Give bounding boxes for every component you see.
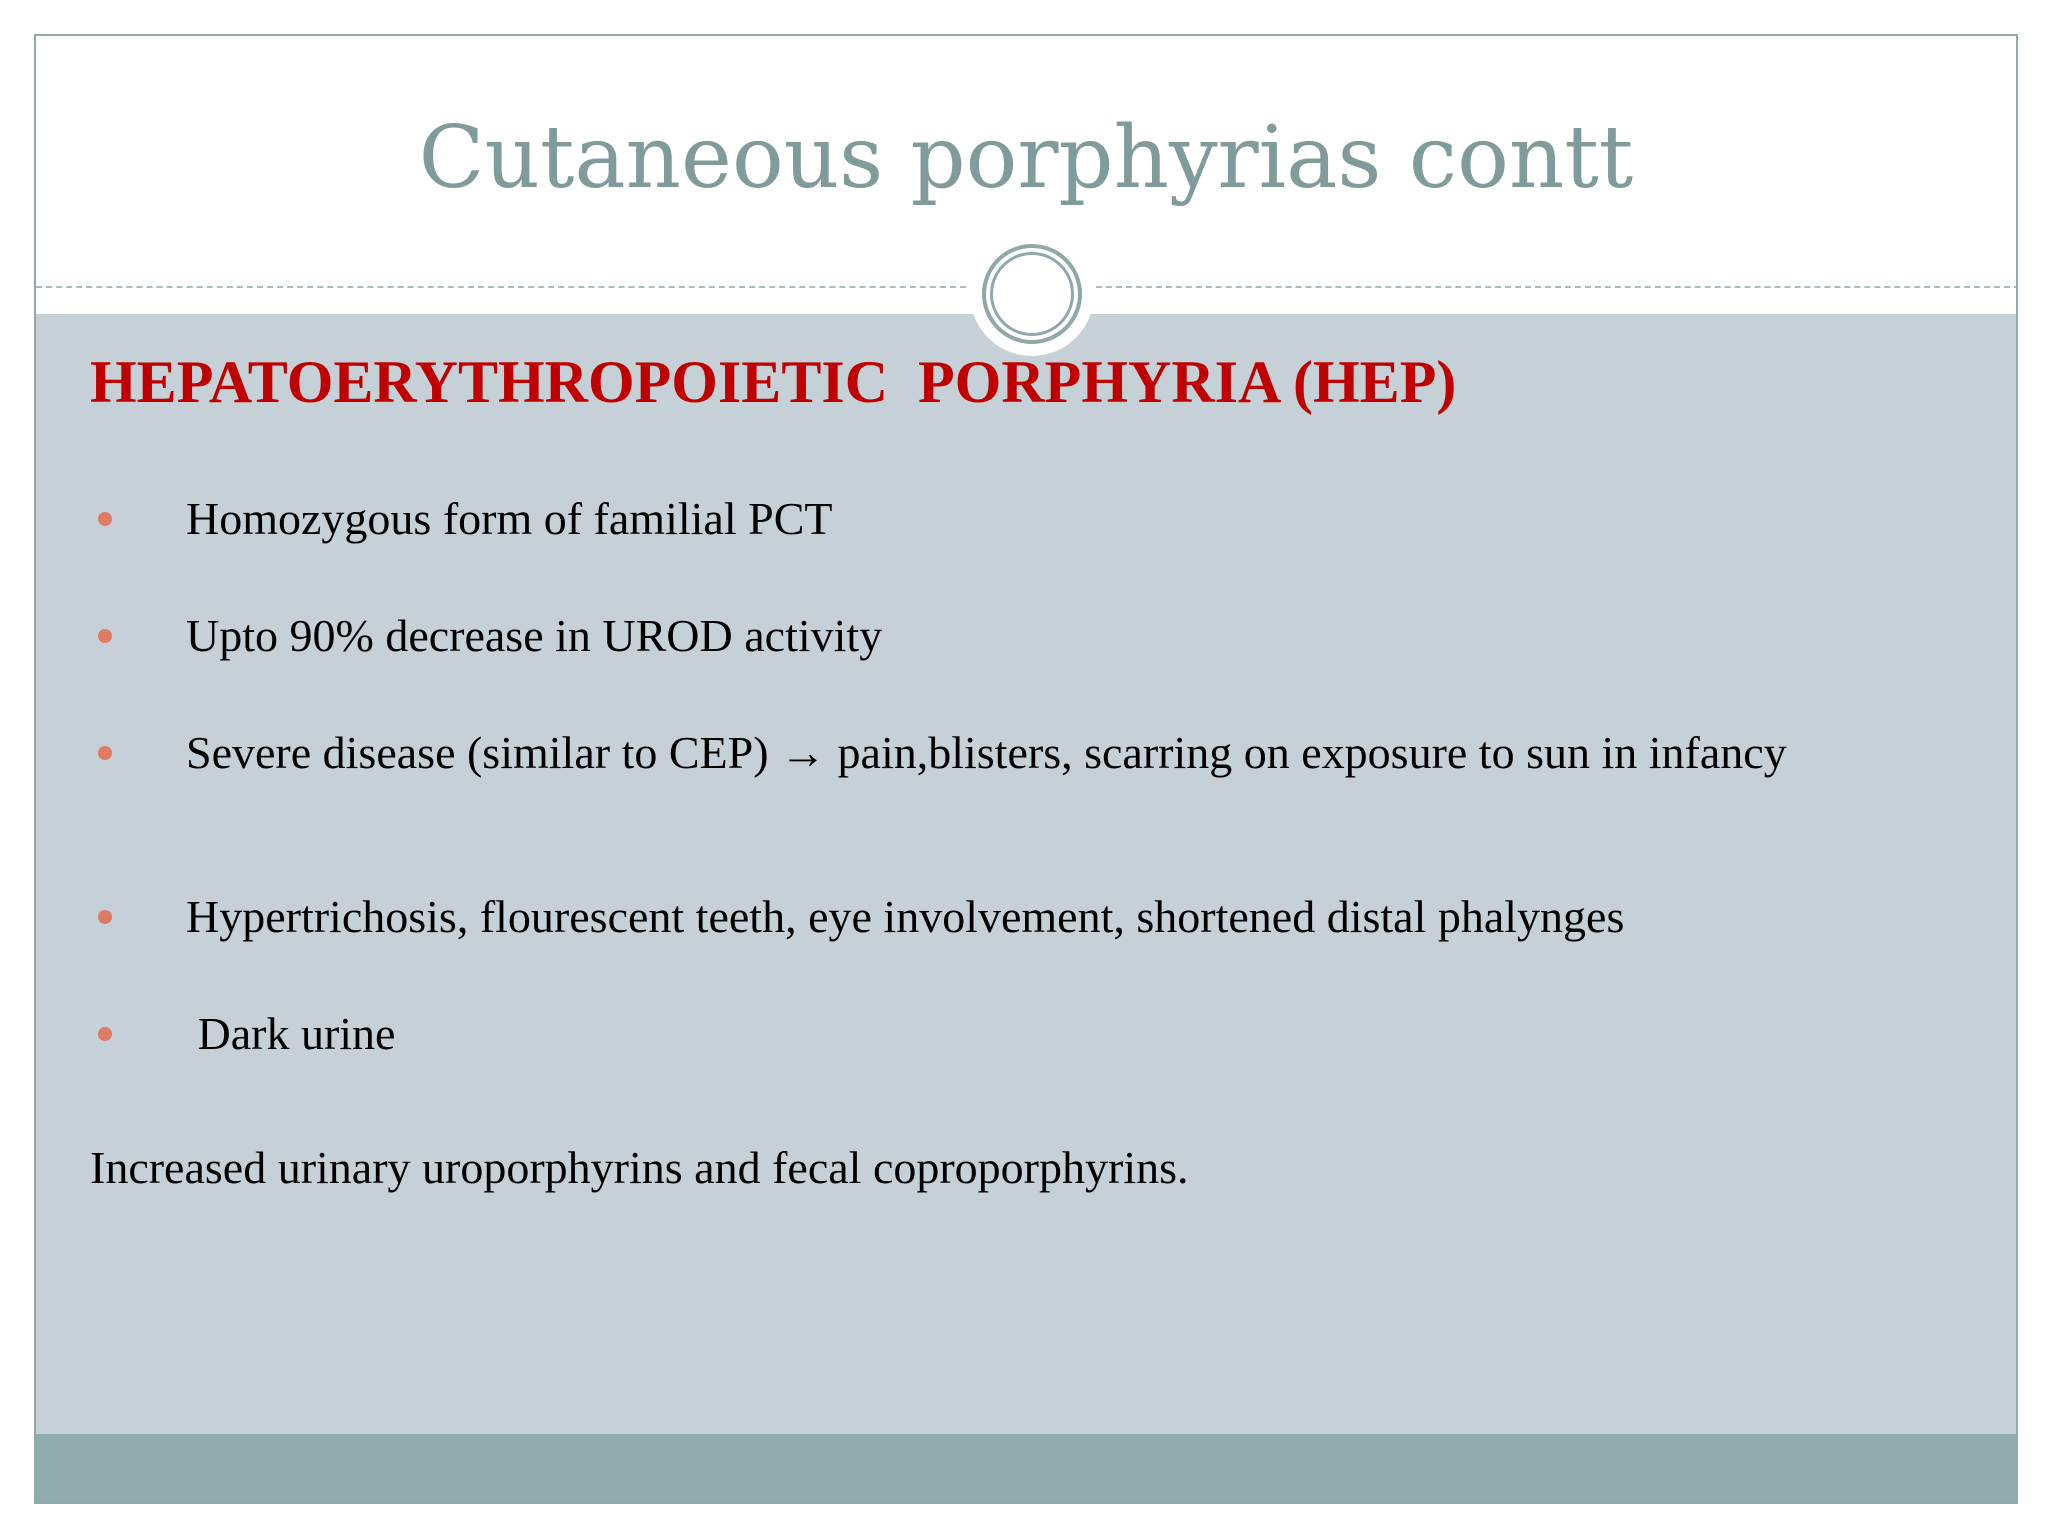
bullet-dot-icon (98, 512, 112, 526)
bullet-text: Homozygous form of familial PCT (186, 493, 833, 544)
circle-ornament-inner-icon (990, 252, 1074, 336)
bullet-dot-icon (98, 629, 112, 643)
slide (34, 34, 2018, 1504)
bullet-text: Severe disease (similar to CEP) → pain,blisters, scarring on exposure to sun in infancy (186, 727, 1787, 778)
closing-line: Increased urinary uroporphyrins and fecal coproporphyrins. (90, 1142, 1189, 1193)
bullet-dot-icon (98, 746, 112, 760)
title-divider-left (36, 286, 966, 288)
bullet-text: Hypertrichosis, flourescent teeth, eye involvement, shortened distal phalynges (186, 891, 1625, 942)
slide-title: Cutaneous porphyrias contt (418, 108, 1634, 208)
title-divider-right (1096, 286, 2018, 288)
content-area (36, 314, 2016, 1434)
bullet-text: Upto 90% decrease in UROD activity (186, 610, 883, 661)
bullet-text: Dark urine (186, 1008, 396, 1059)
section-heading: HEPATOERYTHROPOIETIC PORPHYRIA (HEP) (90, 349, 1457, 415)
footer-bar (36, 1434, 2016, 1504)
bullet-dot-icon (98, 910, 112, 924)
bullet-dot-icon (98, 1027, 112, 1041)
